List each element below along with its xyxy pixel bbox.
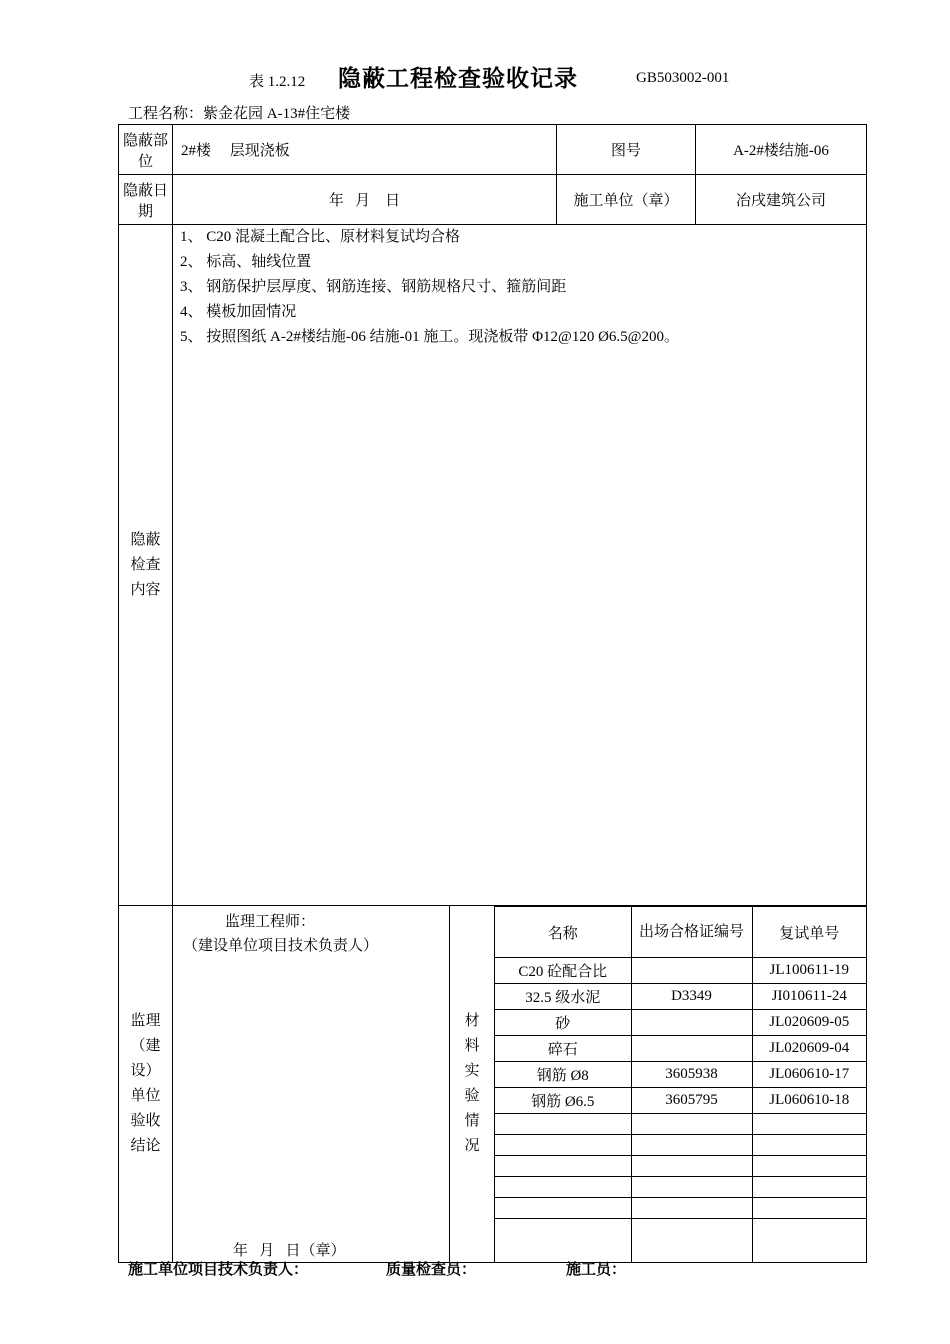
material-cert-cell: 3605795 [631, 1088, 752, 1114]
material-retest-cell [752, 1219, 866, 1263]
page-title: 隐蔽工程检查验收记录 [338, 66, 578, 92]
hidden-part-value: 2#楼 层现浇板 [173, 125, 557, 175]
construction-worker-label: 施工员： [566, 1260, 627, 1278]
material-cert-cell [631, 1219, 752, 1263]
materials-label-line: 情 [464, 1113, 480, 1129]
materials-label [450, 906, 495, 1263]
drawing-no-label: 图号 [557, 125, 696, 175]
material-retest-cell: JL020609-04 [752, 1036, 866, 1062]
materials-label-line: 实 [464, 1063, 480, 1079]
material-cert-cell [631, 1010, 752, 1036]
table-row [495, 1219, 866, 1263]
inspection-label [119, 225, 173, 906]
material-retest-cell [752, 1135, 866, 1156]
standard-code: GB503002-001 [636, 70, 730, 86]
supervision-conclusion [173, 906, 450, 1263]
materials-label-line: 况 [464, 1138, 480, 1154]
table-row [495, 1198, 866, 1219]
material-name-cell: C20 砼配合比 [495, 958, 631, 984]
owner-tech-lead: （建设单位项目技术负责人） [183, 938, 379, 954]
material-name-cell [495, 1135, 631, 1156]
project-label: 工程名称： [128, 106, 204, 122]
material-cert-cell [631, 1177, 752, 1198]
material-name-cell: 钢筋 Ø6.5 [495, 1088, 631, 1114]
drawing-no-value: A-2#楼结施-06 [696, 125, 867, 175]
material-name-cell [495, 1219, 631, 1263]
material-cert-cell [631, 1114, 752, 1135]
inspection-item: 3、 钢筋保护层厚度、钢筋连接、钢筋规格尺寸、箍筋间距 [180, 279, 567, 295]
supervision-date: 年 月 日（章） [233, 1243, 346, 1259]
supervision-label [119, 906, 173, 1263]
supervision-label-line: （建 [130, 1038, 161, 1054]
material-retest-cell: JI010611-24 [752, 984, 866, 1010]
hidden-date-value: 年 月 日 [173, 175, 557, 225]
inspection-items [180, 225, 679, 350]
inspection-label-line: 隐蔽 [130, 531, 161, 548]
material-name-cell: 砂 [495, 1010, 631, 1036]
material-retest-cell [752, 1156, 866, 1177]
material-retest-cell: JL020609-05 [752, 1010, 866, 1036]
material-cert-cell: 3605938 [631, 1062, 752, 1088]
supervising-engineer: 监理工程师： [225, 914, 316, 930]
table-row [495, 1062, 866, 1088]
material-retest-cell: JL060610-18 [752, 1088, 866, 1114]
material-name-cell [495, 1198, 631, 1219]
table-row [495, 1177, 866, 1198]
materials-table [495, 906, 866, 1262]
tech-lead-label: 施工单位项目技术负责人： [128, 1260, 309, 1278]
materials-header-retest: 复试单号 [752, 907, 866, 958]
material-name-cell [495, 1156, 631, 1177]
table-row [495, 1088, 866, 1114]
table-row [495, 1036, 866, 1062]
material-retest-cell: JL100611-19 [752, 958, 866, 984]
supervision-label-line: 结论 [130, 1138, 161, 1154]
title-row [0, 58, 950, 94]
hidden-part-label: 隐蔽部位 [119, 125, 173, 175]
materials-header-cert: 出场合格证编号 [631, 907, 752, 958]
qc-inspector-label: 质量检查员： [386, 1260, 477, 1278]
project-value: 紫金花园 A-13#住宅楼 [203, 106, 351, 122]
material-retest-cell [752, 1198, 866, 1219]
inspection-item: 5、 按照图纸 A-2#楼结施-06 结施-01 施工。现浇板带 Φ12@120 Ø6.5@200。 [180, 329, 679, 345]
material-retest-cell: JL060610-17 [752, 1062, 866, 1088]
table-row [495, 1114, 866, 1135]
material-name-cell: 碎石 [495, 1036, 631, 1062]
table-code: 表 1.2.12 [249, 74, 306, 90]
construction-unit-label: 施工单位（章） [557, 175, 696, 225]
material-cert-cell [631, 1156, 752, 1177]
material-retest-cell [752, 1177, 866, 1198]
table-row [495, 1010, 866, 1036]
inspection-label-line: 内容 [130, 581, 161, 598]
table-row [495, 1156, 866, 1177]
material-cert-cell [631, 1036, 752, 1062]
materials-label-line: 验 [464, 1088, 480, 1104]
material-name-cell [495, 1177, 631, 1198]
construction-unit-value: 冶戌建筑公司 [696, 175, 867, 225]
inspection-item: 2、 标高、轴线位置 [180, 254, 312, 270]
materials-label-line: 材 [464, 1013, 480, 1029]
material-cert-cell [631, 1198, 752, 1219]
supervision-label-line: 监理 [130, 1013, 161, 1029]
material-name-cell: 32.5 级水泥 [495, 984, 631, 1010]
supervision-label-line: 设） [130, 1063, 161, 1079]
material-cert-cell [631, 958, 752, 984]
project-name [128, 102, 350, 123]
material-cert-cell [631, 1135, 752, 1156]
materials-label-line: 料 [464, 1038, 480, 1054]
material-name-cell: 钢筋 Ø8 [495, 1062, 631, 1088]
material-name-cell [495, 1114, 631, 1135]
hidden-date-label: 隐蔽日期 [119, 175, 173, 225]
inspection-item: 4、 模板加固情况 [180, 304, 297, 320]
supervision-label-line: 单位 [130, 1088, 161, 1104]
materials-header-name: 名称 [495, 907, 631, 958]
table-row [495, 1135, 866, 1156]
inspection-label-line: 检查 [130, 556, 161, 573]
supervision-label-line: 验收 [130, 1113, 161, 1129]
materials-cell [495, 906, 867, 1263]
material-retest-cell [752, 1114, 866, 1135]
table-row [495, 958, 866, 984]
inspection-item: 1、 C20 混凝土配合比、原材料复试均合格 [180, 229, 461, 245]
table-row [495, 984, 866, 1010]
material-cert-cell: D3349 [631, 984, 752, 1010]
